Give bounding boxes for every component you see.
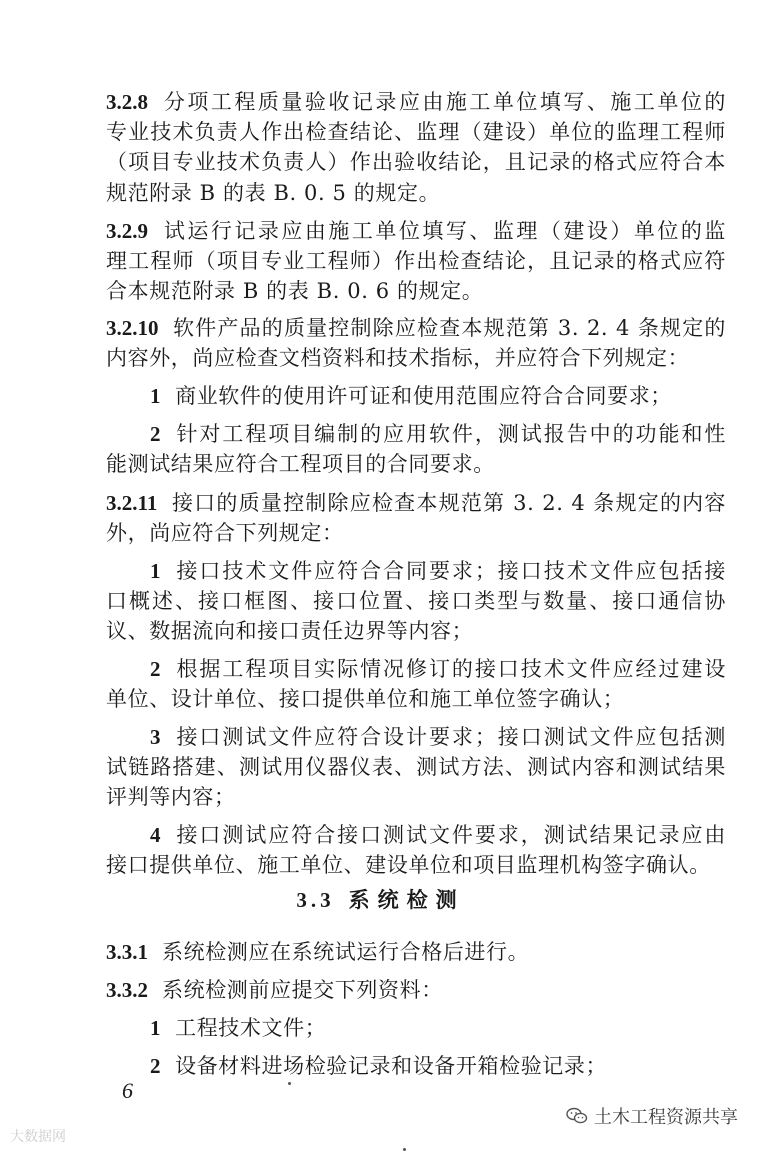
text-line [106, 449, 726, 479]
line-text: 设备材料进场检验记录和设备开箱检验记录； [175, 1054, 608, 1078]
text-line [150, 419, 726, 449]
item-number: 2 [150, 422, 162, 446]
text-line [150, 1051, 726, 1081]
line-text: 接口提供单位、施工单位、建设单位和项目监理机构签字确认。 [106, 853, 711, 877]
item-number: 1 [150, 384, 162, 408]
line-text: 接口的质量控制除应检查本规范第 3. 2. 4 条规定的内容 [171, 491, 726, 515]
line-text: 试链路搭建、测试用仪器仪表、测试方法、测试内容和测试结果 [106, 755, 726, 779]
text-line [106, 782, 726, 812]
text-line [106, 246, 726, 276]
text-line [150, 820, 726, 850]
text-line [150, 381, 726, 411]
watermark-right-text: 土木工程资源共享 [594, 1107, 738, 1128]
text-line [106, 313, 726, 343]
item-number: 2 [150, 657, 162, 681]
clause-number: 3.3.1 [106, 940, 148, 964]
item-number: 3 [150, 725, 162, 749]
line-text: 试运行记录应由施工单位填写、监理（建设）单位的监 [162, 219, 726, 243]
line-text: 外，尚应符合下列规定： [106, 521, 344, 545]
section-heading-number: 3.3 [296, 888, 335, 912]
text-line [106, 147, 726, 177]
line-text: 单位、设计单位、接口提供单位和施工单位签字确认； [106, 687, 625, 711]
item-number: 1 [150, 559, 162, 583]
line-text: 接口技术文件应符合合同要求；接口技术文件应包括接 [175, 559, 726, 583]
text-line [150, 722, 726, 752]
line-text: 系统检测应在系统试运行合格后进行。 [162, 940, 530, 964]
clause-number: 3.3.2 [106, 978, 148, 1002]
watermark-right [566, 1103, 738, 1129]
text-line [106, 684, 726, 714]
scan-speck [403, 1148, 406, 1151]
text-line [150, 1013, 726, 1043]
line-text: 合本规范附录 B 的表 B. 0. 6 的规定。 [106, 279, 484, 303]
clause-number: 3.2.11 [106, 491, 158, 515]
line-text: 接口测试应符合接口测试文件要求，测试结果记录应由 [175, 823, 726, 847]
section-heading [0, 884, 761, 914]
text-line [106, 488, 726, 518]
text-line [106, 276, 726, 306]
text-line [106, 586, 726, 616]
line-text: 议、数据流向和接口责任边界等内容； [106, 619, 474, 643]
line-text: 规范附录 B 的表 B. 0. 5 的规定。 [106, 181, 441, 205]
line-text: 根据工程项目实际情况修订的接口技术文件应经过建设 [175, 657, 726, 681]
text-line [106, 117, 726, 147]
line-text: 针对工程项目编制的应用软件，测试报告中的功能和性 [175, 422, 726, 446]
clause-number: 3.2.10 [106, 316, 159, 340]
page-number: 6 [122, 1078, 133, 1103]
clause-number: 3.2.9 [106, 219, 148, 243]
item-number: 2 [150, 1054, 162, 1078]
section-heading-title: 系统检测 [348, 887, 465, 912]
text-line [150, 654, 726, 684]
line-text: 商业软件的使用许可证和使用范围应符合合同要求； [175, 384, 672, 408]
line-text: 软件产品的质量控制除应检查本规范第 3. 2. 4 条规定的 [172, 316, 726, 340]
text-line [106, 87, 726, 117]
text-line [106, 752, 726, 782]
line-text: 理工程师（项目专业工程师）作出检查结论，且记录的格式应符 [106, 249, 726, 273]
line-text: （项目专业技术负责人）作出验收结论，且记录的格式应符合本 [106, 150, 726, 174]
line-text: 能测试结果应符合工程项目的合同要求。 [106, 452, 495, 476]
watermark-left-text: 大数据网 [10, 1129, 66, 1145]
wechat-icon [566, 1107, 588, 1125]
clause-number: 3.2.8 [106, 90, 148, 114]
line-text: 系统检测前应提交下列资料： [162, 978, 443, 1002]
text-line [106, 616, 726, 646]
line-text: 分项工程质量验收记录应由施工单位填写、施工单位的 [162, 90, 726, 114]
item-number: 1 [150, 1016, 162, 1040]
item-number: 4 [150, 823, 162, 847]
line-text: 口概述、接口框图、接口位置、接口类型与数量、接口通信协 [106, 589, 726, 613]
watermark-left [10, 1126, 66, 1146]
line-text: 内容外，尚应检查文档资料和技术指标，并应符合下列规定： [106, 346, 690, 370]
line-text: 工程技术文件； [175, 1016, 327, 1040]
text-line [106, 850, 726, 880]
text-line [106, 518, 726, 548]
text-line [150, 556, 726, 586]
line-text: 评判等内容； [106, 785, 236, 809]
scan-speck [288, 1082, 291, 1085]
line-text: 专业技术负责人作出检查结论、监理（建设）单位的监理工程师 [106, 120, 726, 144]
text-line [106, 975, 726, 1005]
text-line [106, 937, 726, 967]
line-text: 接口测试文件应符合设计要求；接口测试文件应包括测 [175, 725, 726, 749]
text-line [106, 343, 726, 373]
text-line [106, 216, 726, 246]
text-line [106, 178, 726, 208]
